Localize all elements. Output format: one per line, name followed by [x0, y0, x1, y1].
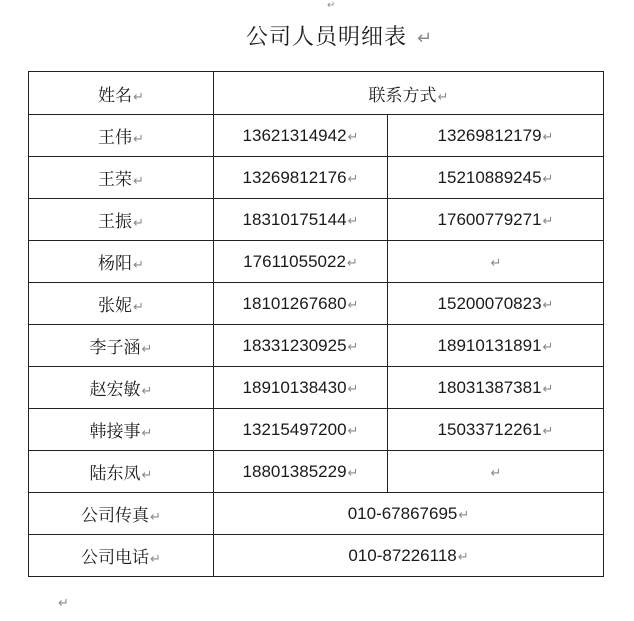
paragraph-mark: ↵ [417, 28, 434, 49]
header-contact-cell: 联系方式↵ [214, 72, 604, 115]
name-cell: 王伟↵ [29, 115, 214, 157]
table-row [29, 283, 604, 325]
phone-value-cell: 010-87226118↵ [214, 535, 604, 577]
staff-table [28, 71, 604, 577]
phone2-cell: ↵ [388, 451, 604, 493]
document-title [246, 20, 433, 51]
fax-row [29, 493, 604, 535]
name-cell: 张妮↵ [29, 283, 214, 325]
table-row [29, 157, 604, 199]
phone1-cell: 18331230925↵ [214, 325, 388, 367]
phone1-cell: 13621314942↵ [214, 115, 388, 157]
name-cell: 赵宏敏↵ [29, 367, 214, 409]
phone2-cell: 17600779271↵ [388, 199, 604, 241]
fax-label-cell: 公司传真↵ [29, 493, 214, 535]
phone2-cell: 15200070823↵ [388, 283, 604, 325]
table-row [29, 451, 604, 493]
phone1-cell: 17611055022↵ [214, 241, 388, 283]
name-cell: 韩接事↵ [29, 409, 214, 451]
phone2-cell: 18910131891↵ [388, 325, 604, 367]
table-row [29, 367, 604, 409]
name-cell: 李子涵↵ [29, 325, 214, 367]
title-text: 公司人员明细表 [246, 25, 408, 50]
phone1-cell: 18310175144↵ [214, 199, 388, 241]
phone2-cell: 18031387381↵ [388, 367, 604, 409]
name-cell: 杨阳↵ [29, 241, 214, 283]
table-row [29, 409, 604, 451]
phone1-cell: 18801385229↵ [214, 451, 388, 493]
phone-label-cell: 公司电话↵ [29, 535, 214, 577]
fax-value-cell: 010-67867695↵ [214, 493, 604, 535]
phone1-cell: 13269812176↵ [214, 157, 388, 199]
table-row [29, 199, 604, 241]
phone1-cell: 13215497200↵ [214, 409, 388, 451]
phone2-cell: ↵ [388, 241, 604, 283]
table-header-row [29, 72, 604, 115]
paragraph-mark: ↵ [327, 0, 336, 11]
paragraph-mark: ↵ [58, 596, 69, 611]
phone2-cell: 15210889245↵ [388, 157, 604, 199]
phone1-cell: 18101267680↵ [214, 283, 388, 325]
header-name-cell: 姓名↵ [29, 72, 214, 115]
phone2-cell: 15033712261↵ [388, 409, 604, 451]
table-row [29, 115, 604, 157]
phone2-cell: 13269812179↵ [388, 115, 604, 157]
phone1-cell: 18910138430↵ [214, 367, 388, 409]
name-cell: 王振↵ [29, 199, 214, 241]
table-row [29, 325, 604, 367]
name-cell: 王荣↵ [29, 157, 214, 199]
table-row [29, 241, 604, 283]
phone-row [29, 535, 604, 577]
name-cell: 陆东凤↵ [29, 451, 214, 493]
